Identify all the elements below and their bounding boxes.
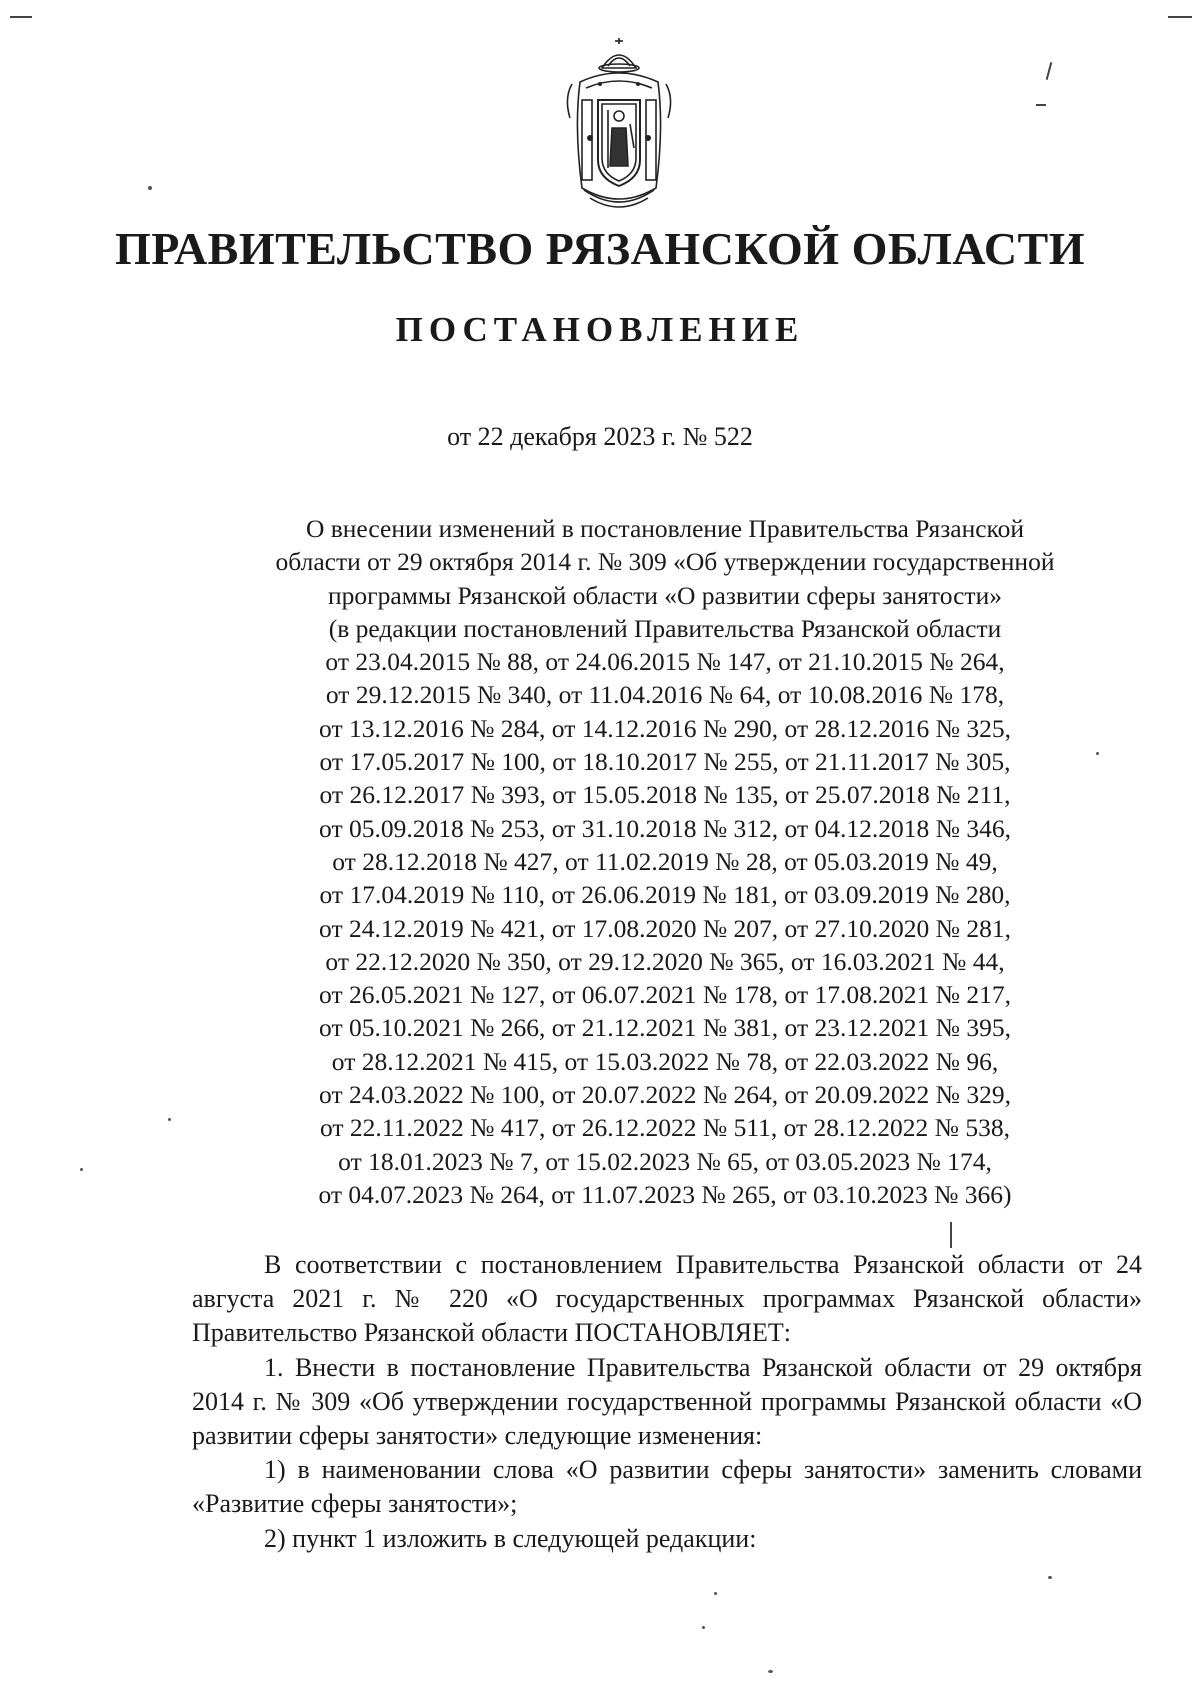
subject-line: области от 29 октября 2014 г. № 309 «Об утверждении государственной	[275, 547, 1055, 577]
subject-line: от 26.12.2017 № 393, от 15.05.2018 № 135, от 25.07.2018 № 211,	[319, 780, 1011, 810]
coat-of-arms-icon	[560, 38, 678, 216]
document-body	[192, 1248, 1142, 1556]
subject-line: программы Рязанской области «О развитии сферы занятости»	[328, 580, 1002, 610]
subject-line: от 26.05.2021 № 127, от 06.07.2021 № 178, от 17.08.2021 № 217,	[319, 980, 1011, 1010]
subject-line: от 18.01.2023 № 7, от 15.02.2023 № 65, от 03.05.2023 № 174,	[338, 1146, 992, 1176]
subject-line: от 13.12.2016 № 284, от 14.12.2016 № 290, от 28.12.2016 № 325,	[319, 713, 1011, 743]
subject-line: О внесении изменений в постановление Правительства Рязанской	[305, 514, 1025, 543]
subject-line: от 22.11.2022 № 417, от 26.12.2022 № 511, от 28.12.2022 № 538,	[319, 1113, 1011, 1143]
scan-mark	[1168, 16, 1192, 18]
scan-speck	[168, 1118, 171, 1121]
subject-line: от 23.04.2015 № 88, от 24.06.2015 № 147, от 21.10.2015 № 264,	[325, 647, 1005, 677]
subject-line: от 05.10.2021 № 266, от 21.12.2021 № 381, от 23.12.2021 № 395,	[319, 1013, 1011, 1043]
subject-line: от 17.04.2019 № 110, от 26.06.2019 № 181, от 03.09.2019 № 280,	[319, 880, 1011, 910]
subitem-1-paragraph: 1) в наименовании слова «О развитии сферы занятости» заменить словами «Развитие сферы занятости»;	[192, 1455, 1142, 1519]
scan-speck	[702, 1626, 705, 1629]
scan-speck	[714, 1592, 717, 1595]
scan-mark	[950, 1222, 952, 1248]
scan-speck	[768, 1670, 773, 1673]
subject-line: от 22.12.2020 № 350, от 29.12.2020 № 365, от 16.03.2021 № 44,	[325, 946, 1005, 976]
scan-mark	[10, 16, 32, 18]
scan-speck	[148, 186, 152, 190]
scan-mark	[1046, 62, 1053, 80]
scan-mark	[1036, 104, 1046, 106]
subject-line: от 17.05.2017 № 100, от 18.10.2017 № 255, от 21.11.2017 № 305,	[319, 747, 1011, 777]
document-date-number: от 22 декабря 2023 г. № 522	[447, 422, 753, 451]
subject-line: от 05.09.2018 № 253, от 31.10.2018 № 312, от 04.12.2018 № 346,	[319, 813, 1011, 843]
subject-line: от 28.12.2018 № 427, от 11.02.2019 № 28, от 05.03.2019 № 49,	[332, 846, 998, 876]
document-subject	[250, 512, 1080, 1211]
subject-line: (в редакции постановлений Правительства Рязанской области	[328, 613, 1002, 643]
document-type: ПОСТАНОВЛЕНИЕ	[395, 310, 805, 349]
scan-speck	[1048, 1576, 1052, 1579]
subject-line: от 28.12.2021 № 415, от 15.03.2022 № 78, от 22.03.2022 № 96,	[331, 1046, 999, 1076]
scan-speck	[80, 1168, 83, 1171]
subject-line: от 24.12.2019 № 421, от 17.08.2020 № 207, от 27.10.2020 № 281,	[319, 913, 1011, 943]
government-title: ПРАВИТЕЛЬСТВО РЯЗАНСКОЙ ОБЛАСТИ	[114, 223, 1086, 274]
subject-line: от 24.03.2022 № 100, от 20.07.2022 № 264, от 20.09.2022 № 329,	[319, 1080, 1011, 1110]
subject-line: от 04.07.2023 № 264, от 11.07.2023 № 265, от 03.10.2023 № 366)	[318, 1179, 1012, 1209]
scan-speck	[1096, 752, 1099, 755]
subject-line: от 29.12.2015 № 340, от 11.04.2016 № 64, от 10.08.2016 № 178,	[325, 680, 1005, 710]
item-1-paragraph: 1. Внести в постановление Правительства Рязанской области от 29 октября 2014 г. № 309 «Об утверждении государственной программы Рязанской области «О развитии сферы занятости» следующие изменения:	[192, 1352, 1142, 1451]
subitem-2-paragraph: 2) пункт 1 изложить в следующей редакции:	[264, 1523, 757, 1553]
preamble-paragraph: В соответствии с постановлением Правительства Рязанской области от 24 августа 2021 г. № 220 «О государственных программах Рязанской области» Правительство Рязанской области ПОСТАНОВЛЯЕТ:	[192, 1250, 1142, 1348]
